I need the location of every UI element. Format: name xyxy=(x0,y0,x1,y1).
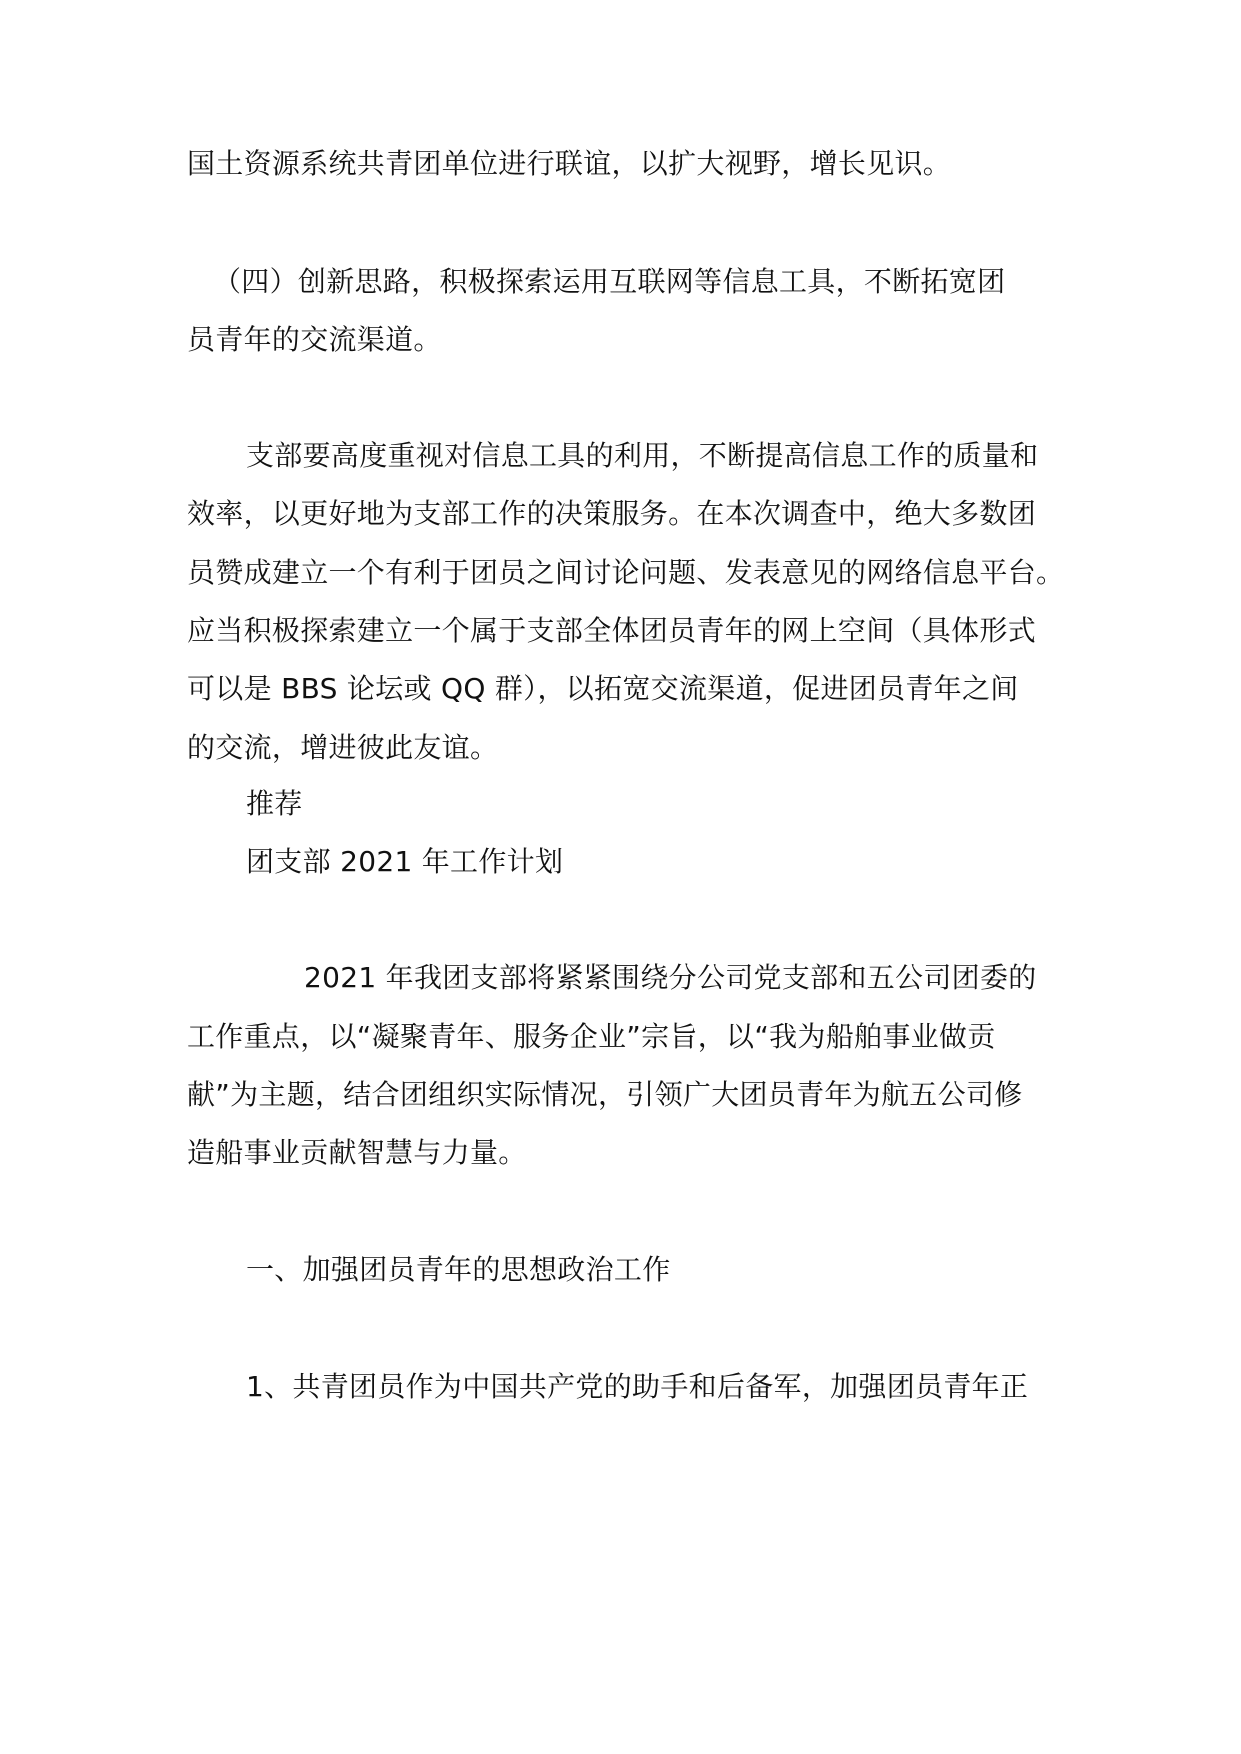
section-heading-line: （四）创新思路，积极探索运用互联网等信息工具，不断拓宽团 xyxy=(213,265,1006,298)
document-title: 团支部 2021 年工作计划 xyxy=(246,845,564,878)
paragraph-line: 效率，以更好地为支部工作的决策服务。在本次调查中，绝大多数团 xyxy=(187,497,1037,530)
paragraph-line: 造船事业贡献智慧与力量。 xyxy=(187,1136,527,1169)
paragraph-line: 的交流，增进彼此友谊。 xyxy=(187,731,499,764)
paragraph-line: 国土资源系统共青团单位进行联谊，以扩大视野，增长见识。 xyxy=(187,147,952,180)
paragraph-line: 2021 年我团支部将紧紧围绕分公司党支部和五公司团委的 xyxy=(304,961,1037,994)
recommend-label: 推荐 xyxy=(246,787,303,820)
paragraph-line: 献”为主题，结合团组织实际情况，引领广大团员青年为航五公司修 xyxy=(187,1078,1023,1111)
paragraph-line: 工作重点，以“凝聚青年、服务企业”宗旨，以“我为船舶事业做贡 xyxy=(187,1020,996,1053)
paragraph-line: 支部要高度重视对信息工具的利用，不断提高信息工作的质量和 xyxy=(246,439,1039,472)
paragraph-line: 员赞成建立一个有利于团员之间讨论问题、发表意见的网络信息平台。 xyxy=(187,556,1065,589)
section-heading-line: 员青年的交流渠道。 xyxy=(187,323,442,356)
paragraph-line: 可以是 BBS 论坛或 QQ 群），以拓宽交流渠道，促进团员青年之间 xyxy=(187,672,1019,705)
paragraph-line: 1、共青团员作为中国共产党的助手和后备军，加强团员青年正 xyxy=(246,1370,1029,1403)
paragraph-line: 应当积极探索建立一个属于支部全体团员青年的网上空间（具体形式 xyxy=(187,614,1037,647)
section-heading-line: 一、加强团员青年的思想政治工作 xyxy=(246,1253,671,1286)
